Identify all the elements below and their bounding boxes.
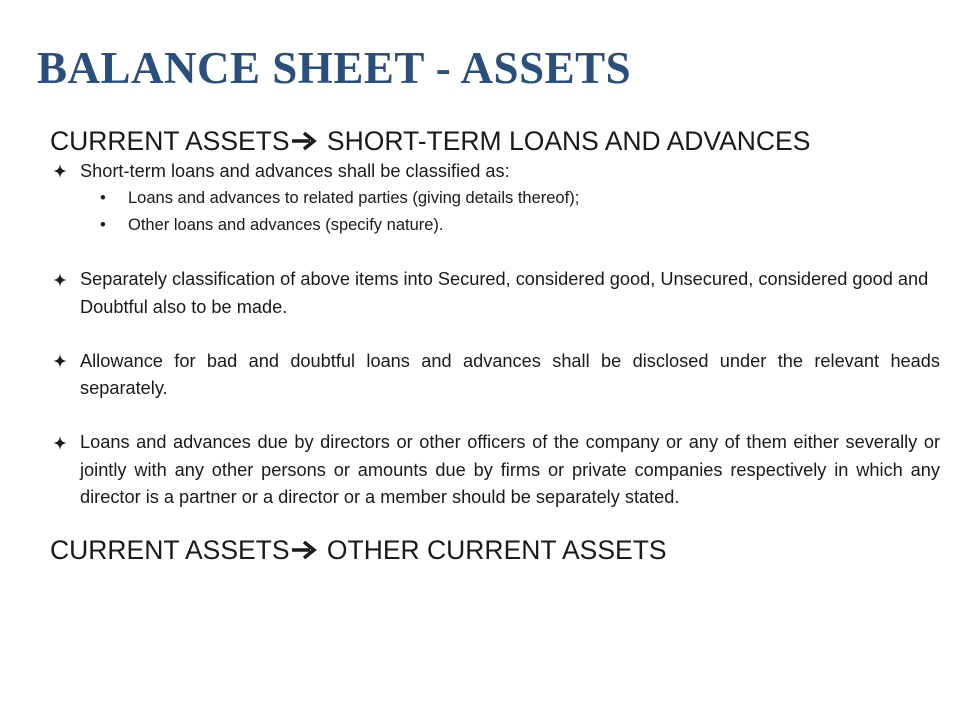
arrow-right-icon xyxy=(290,129,320,153)
sub-bullet-item xyxy=(50,212,940,239)
arrow-right-icon xyxy=(290,538,320,562)
section-suffix: OTHER CURRENT ASSETS xyxy=(319,535,667,566)
dot-icon: • xyxy=(100,216,106,235)
section-prefix: CURRENT ASSETS xyxy=(50,535,290,566)
bullet-item xyxy=(50,266,940,321)
bullet-item xyxy=(50,158,940,185)
slide-content xyxy=(50,126,940,567)
bullet-text: Short-term loans and advances shall be classified as: xyxy=(80,160,510,181)
sub-bullet-text: Loans and advances to related parties (giving details thereof); xyxy=(128,188,580,207)
section-suffix: SHORT-TERM LOANS AND ADVANCES xyxy=(319,126,811,156)
section-heading-short-term-loans xyxy=(50,126,940,158)
section-prefix: CURRENT ASSETS xyxy=(50,126,290,156)
bullet-text: Separately classification of above items into Secured, considered good, Unsecured, considered good and Doubtful also to be made. xyxy=(80,269,929,317)
four-point-star-icon xyxy=(50,348,80,375)
bullet-item xyxy=(50,348,940,403)
bullet-item xyxy=(50,429,940,511)
four-point-star-icon xyxy=(50,429,80,456)
four-point-star-icon xyxy=(50,158,80,185)
bullet-text: Loans and advances due by directors or other officers of the company or any of them either severally or jointly with any other persons or amounts due by firms or private companies respectively in which any director is a partner or a director or a member should be separately stated. xyxy=(80,432,940,508)
dot-icon: • xyxy=(100,188,106,207)
sub-bullet-item xyxy=(50,185,940,212)
page-title: BALANCE SHEET - ASSETS xyxy=(37,43,632,93)
section-heading-other-current-assets xyxy=(50,535,940,567)
four-point-star-icon xyxy=(50,266,80,293)
sub-bullet-text: Other loans and advances (specify nature). xyxy=(128,216,444,235)
bullet-text: Allowance for bad and doubtful loans and advances shall be disclosed under the relevant heads separately. xyxy=(80,350,940,399)
